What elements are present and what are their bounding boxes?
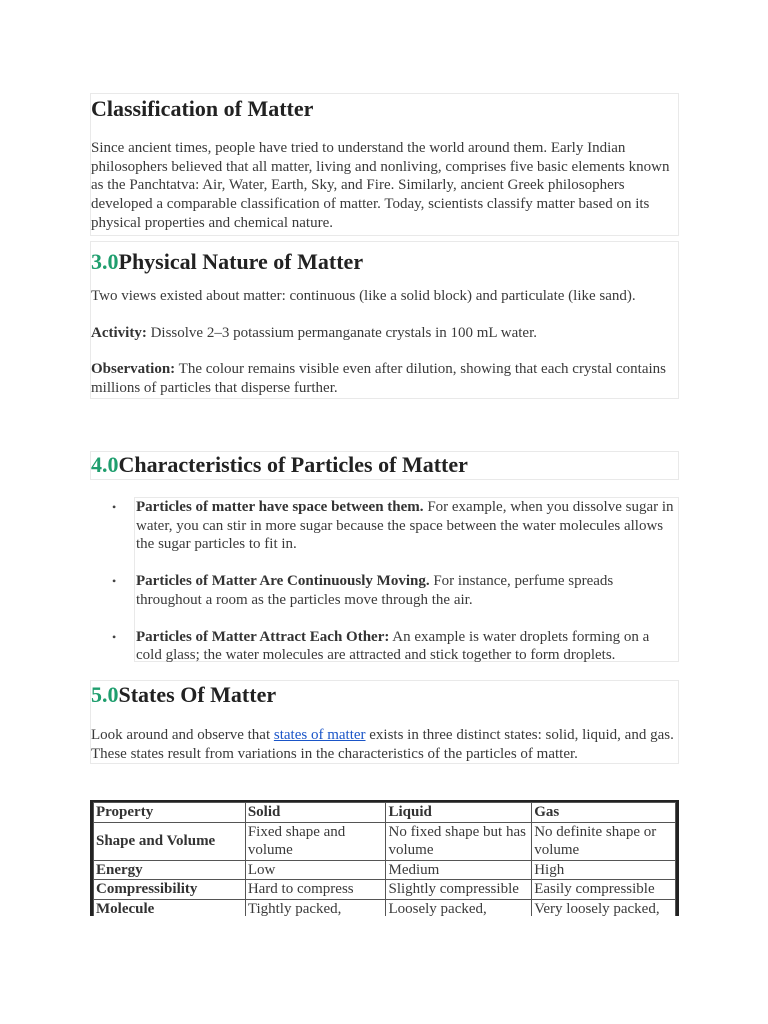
table-header-row xyxy=(94,803,676,823)
table-cell: Slightly compressible xyxy=(386,880,532,900)
property-cell: Compressibility xyxy=(94,880,246,900)
page-title: Classification of Matter xyxy=(91,96,314,121)
table-cell: Low xyxy=(245,860,386,880)
observation-label: Observation: xyxy=(91,361,176,378)
property-cell: Molecule xyxy=(94,899,246,916)
states-of-matter-link[interactable]: states of matter xyxy=(273,727,366,743)
table-cell: Hard to compress xyxy=(245,880,386,900)
item-bold: Particles of Matter Attract Each Other: xyxy=(136,628,390,645)
header-cell: Solid xyxy=(245,803,386,823)
list-item xyxy=(136,572,678,609)
section-title: States Of Matter xyxy=(118,682,277,707)
activity-label: Activity: xyxy=(91,324,147,341)
table-cell: No fixed shape but has volume xyxy=(386,822,532,860)
activity-text: Dissolve 2–3 potassium permanganate crystals in 100 mL water. xyxy=(146,324,538,341)
item-text: An example is water droplets forming on a cold glass; the water molecules are attracted and stick together to form droplets. xyxy=(136,628,650,664)
table-row xyxy=(94,860,676,880)
particles-list-box xyxy=(134,497,679,662)
table-cell: Very loosely packed, xyxy=(532,899,676,916)
section-number: 5.0 xyxy=(91,682,119,707)
property-cell: Shape and Volume xyxy=(94,822,246,860)
section-title: Characteristics of Particles of Matter xyxy=(118,452,468,477)
item-bold: Particles of Matter Are Continuously Moving. xyxy=(136,573,430,590)
header-cell: Liquid xyxy=(386,803,532,823)
header-cell: Property xyxy=(94,803,246,823)
list-item xyxy=(136,498,678,554)
views-paragraph: Two views existed about matter: continuous (like a solid block) and particulate (like sand). xyxy=(91,288,636,304)
table-cell: Easily compressible xyxy=(532,880,676,900)
section-4-heading xyxy=(91,451,678,479)
item-bold: Particles of matter have space between them. xyxy=(136,499,424,515)
table-row xyxy=(94,880,676,900)
section-number: 3.0 xyxy=(91,249,119,274)
states-text-after: exists in three distinct states: solid, liquid, and gas. These states result from variations in the characteristics of the particles of matter. xyxy=(91,727,674,762)
table-cell: Fixed shape and volume xyxy=(245,822,386,860)
item-text: For example, when you dissolve sugar in water, you can stir in more sugar because the space between the water molecules allows the sugar particles to fit in. xyxy=(136,499,674,553)
particles-list xyxy=(135,498,678,665)
section-4-heading-box xyxy=(90,451,679,480)
observation-text: The colour remains visible even after dilution, showing that each crystal contains millions of particles that disperse further. xyxy=(91,361,667,397)
observation-paragraph xyxy=(91,360,678,397)
states-paragraph xyxy=(91,726,678,763)
header-cell: Gas xyxy=(532,803,676,823)
table-row xyxy=(94,822,676,860)
section-title: Physical Nature of Matter xyxy=(118,249,364,274)
activity-paragraph xyxy=(91,324,678,343)
table-cell: High xyxy=(532,860,676,880)
section-4 xyxy=(90,451,679,662)
table-cell: Tightly packed, xyxy=(245,899,386,916)
section-number: 4.0 xyxy=(91,452,119,477)
list-item xyxy=(136,628,678,665)
intro-section xyxy=(90,93,679,236)
states-table xyxy=(93,802,676,916)
table-cell: Medium xyxy=(386,860,532,880)
document-page xyxy=(90,93,679,916)
property-cell: Energy xyxy=(94,860,246,880)
intro-paragraph: Since ancient times, people have tried to understand the world around them. Early Indian philosophers believed that all matter, living and nonliving, comprises five basic elements known as the Panchtatva: Air, Water, Earth, Sky, and Fire. Similarly, ancient Greek philosophers developed a comparable classification of matter. Today, scientists classify matter based on its physical properties and chemical nature. xyxy=(91,140,670,231)
section-5 xyxy=(90,680,679,764)
item-text: For instance, perfume spreads throughout a room as the particles move through the air. xyxy=(136,573,614,608)
table-cell: No definite shape or volume xyxy=(532,822,676,860)
section-3 xyxy=(90,241,679,399)
section-3-heading xyxy=(91,242,678,276)
states-table-wrapper xyxy=(90,800,679,916)
section-5-heading xyxy=(91,681,678,709)
states-text-before: Look around and observe that xyxy=(91,727,274,743)
table-row xyxy=(94,899,676,916)
table-cell: Loosely packed, xyxy=(386,899,532,916)
